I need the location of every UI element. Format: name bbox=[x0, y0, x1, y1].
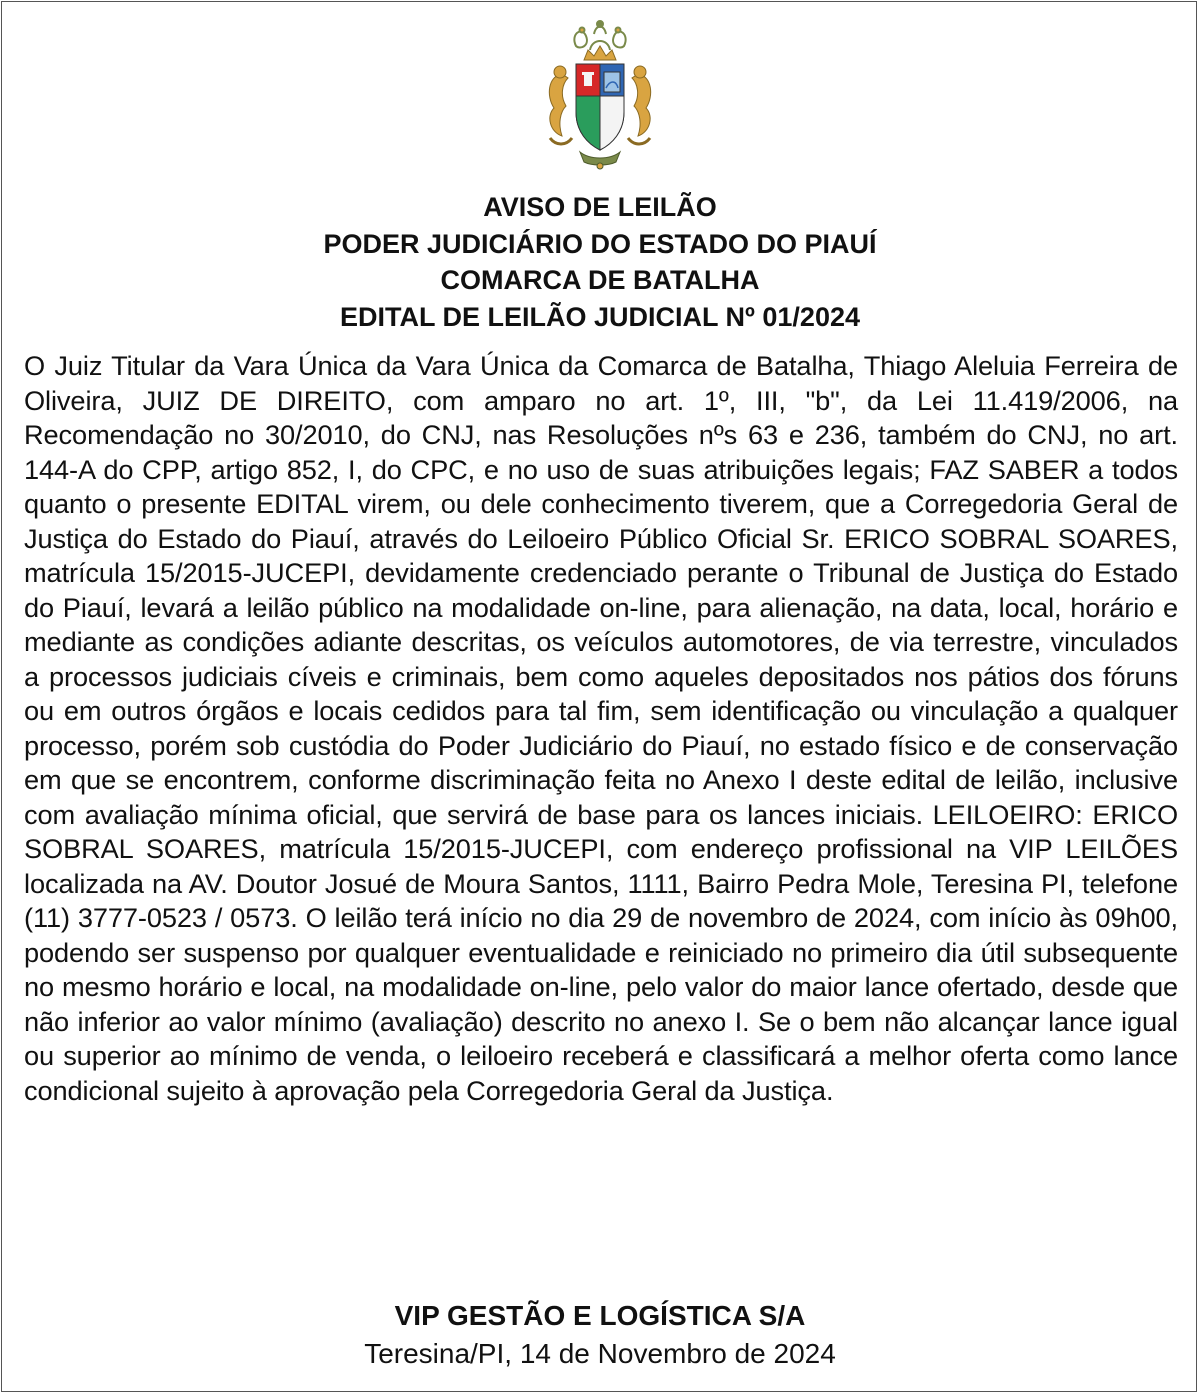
notice-title: AVISO DE LEILÃO bbox=[483, 192, 717, 222]
crown bbox=[584, 46, 616, 60]
right-supporter bbox=[628, 66, 651, 144]
heading-block bbox=[0, 189, 1200, 335]
district-name: COMARCA DE BATALHA bbox=[440, 265, 760, 295]
company-name: VIP GESTÃO E LOGÍSTICA S/A bbox=[394, 1300, 806, 1331]
notice-body: O Juiz Titular da Vara Única da Vara Única da Comarca de Batalha, Thiago Aleluia Ferreira de Oliveira, JUIZ DE DIREITO, com amparo no art. 1º, III, "b", da Lei 11.419/2006, na Recomendação no 30/2010, do CNJ, nas Resoluções nºs 63 e 236, também do CNJ, no art. 144-A do CPP, artigo 852, I, do CPC, e no uso de suas atribuições legais; FAZ SABER a todos quanto o presente EDITAL virem, ou dele conhecimento tiverem, que a Corregedoria Geral de Justiça do Estado do Piauí, através do Leiloeiro Público Oficial Sr. ERICO SOBRAL SOARES, matrícula 15/2015-JUCEPI, devidamente credenciado perante o Tribunal de Justiça do Estado do Piauí, levará a leilão público na modalidade on-line, para alienação, na data, local, horário e mediante as condições adiante descritas, os veículos automotores, de via terrestre, vinculados a processos judiciais cíveis e criminais, bem como aqueles depositados nos pátios dos fóruns ou em outros órgãos e locais cedidos para tal fim, sem identificação ou vinculação a qualquer processo, porém sob custódia do Poder Judiciário do Piauí, no estado físico e de conservação em que se encontrem, conforme discriminação feita no Anexo I deste edital de leilão, inclusive com avaliação mínima oficial, que servirá de base para os lances iniciais. LEILOEIRO: ERICO SOBRAL SOARES, matrícula 15/2015-JUCEPI, com endereço profissional na VIP LEILÕES localizada na AV. Doutor Josué de Moura Santos, 1111, Bairro Pedra Mole, Teresina PI, telefone (11) 3777-0523 / 0573. O leilão terá início no dia 29 de novembro de 2024, com início às 09h00, podendo ser suspenso por qualquer eventualidade e reiniciado no primeiro dia útil subsequente no mesmo horário e local, na modalidade on-line, pelo valor do maior lance ofertado, desde que não inferior ao valor mínimo (avaliação) descrito no anexo I. Se o bem não alcançar lance igual ou superior ao mínimo de venda, o leiloeiro receberá e classificará a melhor oferta como lance condicional sujeito à aprovação pela Corregedoria Geral da Justiça. bbox=[24, 350, 1178, 1106]
institution-name: PODER JUDICIÁRIO DO ESTADO DO PIAUÍ bbox=[323, 228, 877, 259]
left-supporter bbox=[549, 66, 572, 144]
shield bbox=[576, 64, 624, 150]
base-ribbon bbox=[580, 152, 620, 169]
footer-block bbox=[0, 1297, 1200, 1373]
coat-of-arms-icon bbox=[520, 12, 680, 172]
edict-number: EDITAL DE LEILÃO JUDICIAL Nº 01/2024 bbox=[340, 301, 860, 332]
place-and-date: Teresina/PI, 14 de Novembro de 2024 bbox=[364, 1338, 836, 1369]
